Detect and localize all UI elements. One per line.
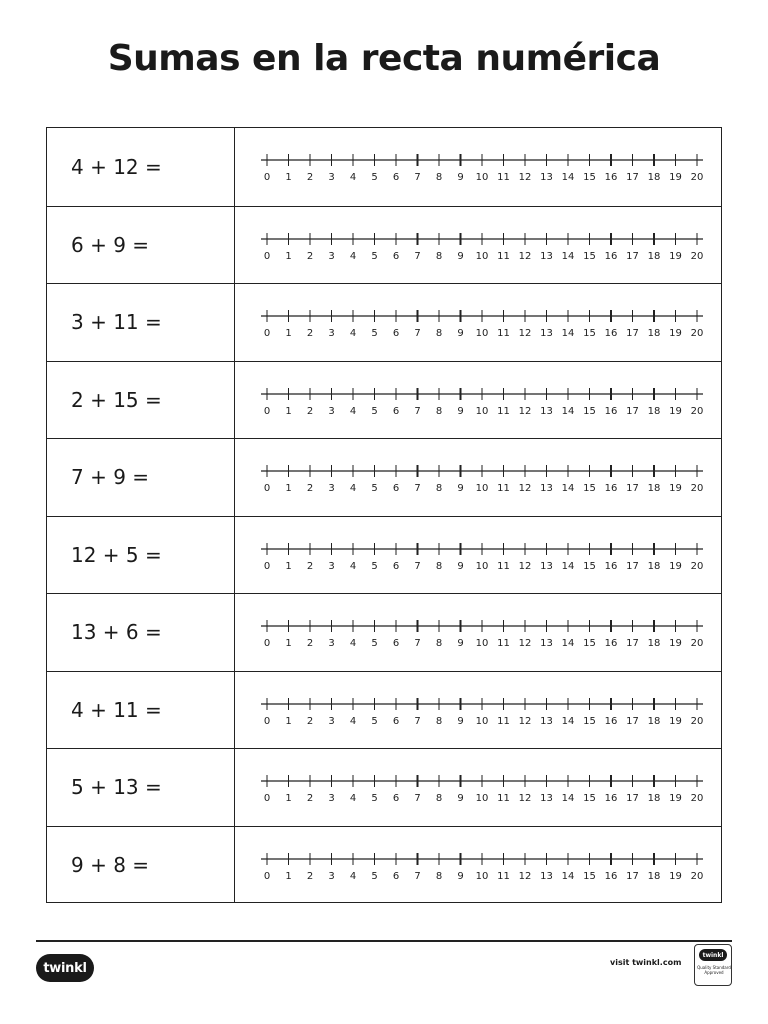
tick-label: 3 [328,715,335,727]
tick-label: 12 [518,793,532,804]
tick-label: 9 [457,870,464,882]
tick-label: 17 [626,405,639,417]
tick-label: 16 [604,328,618,339]
tick-label: 16 [604,483,618,494]
tick-label: 6 [392,483,400,494]
equation-text: 7 + 9 = [71,465,150,490]
tick-label: 1 [285,250,292,262]
tick-label: 17 [626,793,639,804]
column-divider [234,827,235,904]
tick-label: 12 [518,328,532,339]
tick-label: 3 [328,638,335,649]
quality-badge-icon [694,944,732,986]
column-divider [234,594,235,671]
tick-label: 2 [306,483,314,494]
tick-label: 0 [263,328,271,339]
tick-label: 17 [626,560,639,572]
tick-label: 14 [561,328,575,339]
tick-label: 9 [457,793,464,804]
tick-label: 5 [371,793,378,804]
tick-label: 6 [392,715,400,727]
tick-label: 16 [604,172,618,183]
tick-label: 19 [669,870,682,882]
tick-label: 14 [561,483,575,494]
tick-label: 3 [328,560,335,572]
tick-label: 19 [669,328,682,339]
tick-label: 12 [518,715,532,727]
tick-label: 20 [690,483,704,494]
worksheet-table [46,127,722,903]
tick-label: 5 [371,172,378,183]
tick-label: 18 [647,328,661,339]
tick-label: 10 [475,870,489,882]
tick-label: 18 [647,560,661,572]
number-line-svg [257,749,707,826]
tick-label: 8 [435,870,443,882]
tick-label: 16 [604,793,618,804]
tick-label: 17 [626,328,639,339]
tick-label: 8 [435,638,443,649]
tick-label: 15 [583,793,596,804]
tick-label: 4 [349,328,357,339]
tick-label: 8 [435,405,443,417]
tick-label: 9 [457,328,464,339]
tick-label: 8 [435,250,443,262]
number-line [257,207,707,284]
tick-label: 1 [285,560,292,572]
tick-label: 2 [306,715,314,727]
tick-label: 5 [371,638,378,649]
tick-label: 18 [647,870,661,882]
tick-label: 17 [626,638,639,649]
tick-label: 1 [285,870,292,882]
tick-label: 13 [540,638,553,649]
tick-label: 12 [518,638,532,649]
tick-label: 16 [604,638,618,649]
tick-label: 16 [604,250,618,262]
tick-label: 0 [263,793,271,804]
page-title: Sumas en la recta numérica [107,38,661,79]
tick-label: 1 [285,715,292,727]
equation-text: 9 + 8 = [71,852,150,877]
tick-label: 20 [690,405,704,417]
equation-text: 12 + 5 = [71,542,162,567]
tick-label: 10 [475,715,489,727]
tick-label: 7 [414,328,421,339]
tick-label: 2 [306,250,314,262]
tick-label: 17 [626,172,639,183]
tick-label: 4 [349,715,357,727]
badge-logo: twinkl [699,949,727,961]
tick-label: 11 [497,715,510,727]
tick-label: 10 [475,560,489,572]
column-divider [234,749,235,826]
tick-label: 7 [414,715,421,727]
number-line [257,128,707,205]
tick-label: 6 [392,793,400,804]
tick-label: 2 [306,560,314,572]
tick-label: 12 [518,172,532,183]
tick-label: 5 [371,715,378,727]
tick-label: 9 [457,483,464,494]
tick-label: 3 [328,793,335,804]
equation-text: 13 + 6 = [71,620,162,645]
tick-label: 2 [306,638,314,649]
tick-label: 6 [392,250,400,262]
tick-label: 16 [604,715,618,727]
tick-label: 3 [328,328,335,339]
tick-label: 15 [583,560,596,572]
tick-label: 9 [457,715,464,727]
number-line-svg [257,362,707,439]
tick-label: 9 [457,405,464,417]
tick-label: 7 [414,172,421,183]
tick-label: 1 [285,405,292,417]
tick-label: 15 [583,638,596,649]
tick-label: 0 [263,638,271,649]
number-line [257,284,707,361]
tick-label: 0 [263,405,271,417]
tick-label: 7 [414,250,421,262]
tick-label: 8 [435,328,443,339]
tick-label: 14 [561,870,575,882]
number-line-svg [257,284,707,361]
tick-label: 20 [690,715,704,727]
tick-label: 5 [371,328,378,339]
column-divider [234,672,235,749]
tick-label: 18 [647,793,661,804]
number-line [257,362,707,439]
tick-label: 0 [263,870,271,882]
tick-label: 11 [497,250,510,262]
tick-label: 15 [583,870,596,882]
tick-label: 1 [285,638,292,649]
tick-label: 6 [392,560,400,572]
tick-label: 10 [475,405,489,417]
tick-label: 6 [392,638,400,649]
tick-label: 2 [306,870,314,882]
table-row [47,283,721,361]
tick-label: 17 [626,870,639,882]
footer-divider [36,940,732,942]
column-divider [234,362,235,439]
tick-label: 8 [435,793,443,804]
column-divider [234,439,235,516]
table-row [47,671,721,749]
number-line [257,517,707,594]
visit-link[interactable]: visit twinkl.com [610,958,682,967]
tick-label: 15 [583,328,596,339]
tick-label: 4 [349,405,357,417]
column-divider [234,128,235,206]
badge-text: Quality Standard Approved [697,965,731,975]
tick-label: 9 [457,172,464,183]
tick-label: 2 [306,405,314,417]
tick-label: 11 [497,870,510,882]
tick-label: 13 [540,483,553,494]
tick-label: 12 [518,250,532,262]
tick-label: 16 [604,560,618,572]
tick-label: 12 [518,870,532,882]
number-line [257,749,707,826]
tick-label: 13 [540,560,553,572]
number-line-svg [257,517,707,594]
tick-label: 19 [669,172,682,183]
tick-label: 19 [669,638,682,649]
tick-label: 13 [540,793,553,804]
column-divider [234,207,235,284]
tick-label: 19 [669,560,682,572]
tick-label: 4 [349,250,357,262]
number-line-svg [257,207,707,284]
tick-label: 20 [690,250,704,262]
equation-text: 5 + 13 = [71,775,162,800]
tick-label: 14 [561,405,575,417]
tick-label: 1 [285,483,292,494]
tick-label: 3 [328,250,335,262]
tick-label: 0 [263,483,271,494]
tick-label: 7 [414,483,421,494]
tick-label: 6 [392,405,400,417]
tick-label: 8 [435,483,443,494]
tick-label: 18 [647,250,661,262]
table-row [47,516,721,594]
tick-label: 13 [540,328,553,339]
tick-label: 19 [669,793,682,804]
tick-label: 1 [285,328,292,339]
tick-label: 15 [583,172,596,183]
tick-label: 8 [435,560,443,572]
tick-label: 11 [497,560,510,572]
table-row [47,128,721,206]
number-line-svg [257,128,707,205]
tick-label: 8 [435,172,443,183]
equation-text: 6 + 9 = [71,232,150,257]
tick-label: 6 [392,328,400,339]
tick-label: 10 [475,328,489,339]
tick-label: 19 [669,715,682,727]
tick-label: 15 [583,483,596,494]
tick-label: 13 [540,172,553,183]
tick-label: 10 [475,250,489,262]
tick-label: 11 [497,405,510,417]
tick-label: 5 [371,405,378,417]
tick-label: 6 [392,172,400,183]
tick-label: 2 [306,172,314,183]
tick-label: 11 [497,328,510,339]
number-line-svg [257,439,707,516]
tick-label: 14 [561,560,575,572]
table-row [47,438,721,516]
tick-label: 4 [349,560,357,572]
tick-label: 4 [349,638,357,649]
tick-label: 4 [349,793,357,804]
tick-label: 3 [328,172,335,183]
number-line [257,672,707,749]
number-line-svg [257,594,707,671]
tick-label: 14 [561,715,575,727]
table-row [47,206,721,284]
tick-label: 12 [518,483,532,494]
tick-label: 16 [604,405,618,417]
tick-label: 7 [414,560,421,572]
tick-label: 13 [540,250,553,262]
table-row [47,748,721,826]
tick-label: 1 [285,793,292,804]
tick-label: 5 [371,250,378,262]
tick-label: 19 [669,483,682,494]
number-line [257,827,707,904]
tick-label: 15 [583,250,596,262]
tick-label: 4 [349,870,357,882]
tick-label: 0 [263,715,271,727]
tick-label: 12 [518,405,532,417]
tick-label: 18 [647,638,661,649]
tick-label: 14 [561,250,575,262]
tick-label: 10 [475,793,489,804]
tick-label: 13 [540,405,553,417]
tick-label: 12 [518,560,532,572]
tick-label: 11 [497,793,510,804]
tick-label: 20 [690,328,704,339]
tick-label: 0 [263,250,271,262]
tick-label: 20 [690,172,704,183]
tick-label: 3 [328,483,335,494]
tick-label: 18 [647,715,661,727]
tick-label: 1 [285,172,292,183]
tick-label: 4 [349,172,357,183]
tick-label: 13 [540,870,553,882]
table-row [47,593,721,671]
equation-text: 3 + 11 = [71,310,162,335]
tick-label: 19 [669,250,682,262]
tick-label: 20 [690,560,704,572]
tick-label: 3 [328,405,335,417]
tick-label: 6 [392,870,400,882]
tick-label: 3 [328,870,335,882]
table-row [47,826,721,904]
tick-label: 15 [583,405,596,417]
tick-label: 5 [371,483,378,494]
tick-label: 7 [414,638,421,649]
number-line-svg [257,672,707,749]
tick-label: 8 [435,715,443,727]
tick-label: 7 [414,870,421,882]
tick-label: 18 [647,172,661,183]
tick-label: 9 [457,638,464,649]
equation-text: 4 + 12 = [71,154,162,179]
tick-label: 11 [497,638,510,649]
tick-label: 14 [561,793,575,804]
table-row [47,361,721,439]
tick-label: 10 [475,483,489,494]
tick-label: 14 [561,638,575,649]
tick-label: 10 [475,638,489,649]
tick-label: 2 [306,793,314,804]
tick-label: 13 [540,715,553,727]
tick-label: 17 [626,715,639,727]
equation-text: 2 + 15 = [71,387,162,412]
equation-text: 4 + 11 = [71,697,162,722]
tick-label: 16 [604,870,618,882]
tick-label: 20 [690,638,704,649]
tick-label: 5 [371,560,378,572]
tick-label: 7 [414,793,421,804]
tick-label: 18 [647,483,661,494]
number-line-svg [257,827,707,904]
tick-label: 7 [414,405,421,417]
tick-label: 4 [349,483,357,494]
tick-label: 2 [306,328,314,339]
logo-text: twinkl [43,960,87,976]
tick-label: 10 [475,172,489,183]
tick-label: 9 [457,250,464,262]
tick-label: 9 [457,560,464,572]
column-divider [234,517,235,594]
tick-label: 18 [647,405,661,417]
tick-label: 0 [263,172,271,183]
twinkl-logo [36,954,94,982]
tick-label: 20 [690,870,704,882]
tick-label: 15 [583,715,596,727]
tick-label: 0 [263,560,271,572]
tick-label: 11 [497,483,510,494]
number-line [257,594,707,671]
tick-label: 19 [669,405,682,417]
tick-label: 17 [626,250,639,262]
tick-label: 5 [371,870,378,882]
number-line [257,439,707,516]
tick-label: 14 [561,172,575,183]
tick-label: 20 [690,793,704,804]
tick-label: 17 [626,483,639,494]
column-divider [234,284,235,361]
tick-label: 11 [497,172,510,183]
